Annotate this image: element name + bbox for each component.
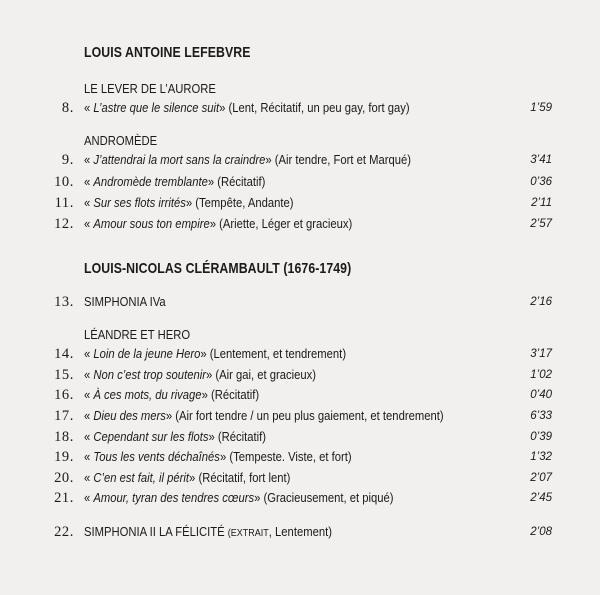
work-title: LÉANDRE ET HERO	[84, 328, 191, 342]
track-description: « Tous les vents déchaînés» (Tempeste. Viste, et fort)	[84, 450, 352, 464]
track-number: 20.	[54, 470, 74, 486]
track-number: 21.	[54, 490, 74, 506]
track-number: 15.	[54, 367, 74, 383]
track-row	[0, 152, 600, 172]
track-description: « Non c’est trop soutenir» (Air gai, et gracieux)	[84, 368, 317, 382]
track-description: « Cependant sur les flots» (Récitatif)	[84, 430, 266, 444]
track-duration: 6’33	[530, 410, 552, 422]
track-duration: 2’11	[531, 197, 552, 209]
track-duration: 1’59	[530, 102, 552, 114]
track-row	[0, 449, 600, 469]
track-row	[0, 216, 600, 236]
track-duration: 0’39	[530, 431, 552, 443]
track-description: « Sur ses flots irrités» (Tempête, Andante)	[84, 196, 294, 210]
track-duration: 1’02	[530, 369, 552, 381]
track-number: 12.	[54, 216, 74, 232]
track-number: 17.	[54, 408, 74, 424]
track-description: « Dieu des mers» (Air fort tendre / un peu plus gaiement, et tendrement)	[84, 409, 444, 423]
track-row	[0, 346, 600, 366]
track-number: 14.	[54, 346, 74, 362]
track-row	[0, 195, 600, 215]
track-duration: 0’36	[530, 176, 552, 188]
track-row	[0, 429, 600, 449]
track-number: 16.	[54, 387, 74, 403]
track-number: 11.	[54, 195, 74, 211]
track-duration: 3’17	[530, 348, 552, 360]
track-description: « Amour, tyran des tendres cœurs» (Gracieusement, et piqué)	[84, 491, 394, 505]
track-number: 18.	[54, 429, 74, 445]
track-duration: 2’45	[530, 492, 552, 504]
composer-heading: LOUIS ANTOINE LEFEBVRE	[84, 44, 251, 61]
track-number: 10.	[54, 174, 74, 190]
track-row	[0, 470, 600, 490]
track-number: 9.	[61, 152, 74, 168]
track-duration: 1’32	[530, 451, 552, 463]
composer-heading: LOUIS-NICOLAS CLÉRAMBAULT (1676-1749)	[84, 260, 352, 277]
track-duration: 3’41	[530, 154, 552, 166]
track-row	[0, 367, 600, 387]
track-duration: 2’07	[530, 472, 552, 484]
track-number: 13.	[54, 294, 74, 310]
track-description: « À ces mots, du rivage» (Récitatif)	[84, 388, 260, 402]
track-row	[0, 408, 600, 428]
track-description: « Andromède tremblante» (Récitatif)	[84, 175, 266, 189]
track-number: 19.	[54, 449, 74, 465]
work-title: LE LEVER DE L’AURORE	[84, 82, 216, 96]
track-number: 22.	[54, 524, 74, 540]
track-duration: 2’57	[530, 218, 552, 230]
track-description: « J’attendrai la mort sans la craindre» (Air tendre, Fort et Marqué)	[84, 153, 412, 167]
track-description: SIMPHONIA II LA FÉLICITÉ (EXTRAIT, Lentement)	[84, 525, 332, 539]
track-description: « C’en est fait, il périt» (Récitatif, fort lent)	[84, 471, 291, 485]
work-title: ANDROMÈDE	[84, 134, 158, 148]
track-description: « Amour sous ton empire» (Ariette, Léger et gracieux)	[84, 217, 353, 231]
track-row	[0, 524, 600, 544]
track-row	[0, 490, 600, 510]
track-row	[0, 174, 600, 194]
track-number: 8.	[61, 100, 74, 116]
track-description: « Loin de la jeune Hero» (Lentement, et tendrement)	[84, 347, 347, 361]
track-row	[0, 100, 600, 120]
track-description: « L’astre que le silence suit» (Lent, Récitatif, un peu gay, fort gay)	[84, 101, 410, 115]
track-duration: 2’08	[530, 526, 552, 538]
track-duration: 2’16	[530, 296, 552, 308]
track-duration: 0’40	[530, 389, 552, 401]
track-row	[0, 387, 600, 407]
track-description: SIMPHONIA IVa	[84, 295, 166, 309]
track-row	[0, 294, 600, 314]
